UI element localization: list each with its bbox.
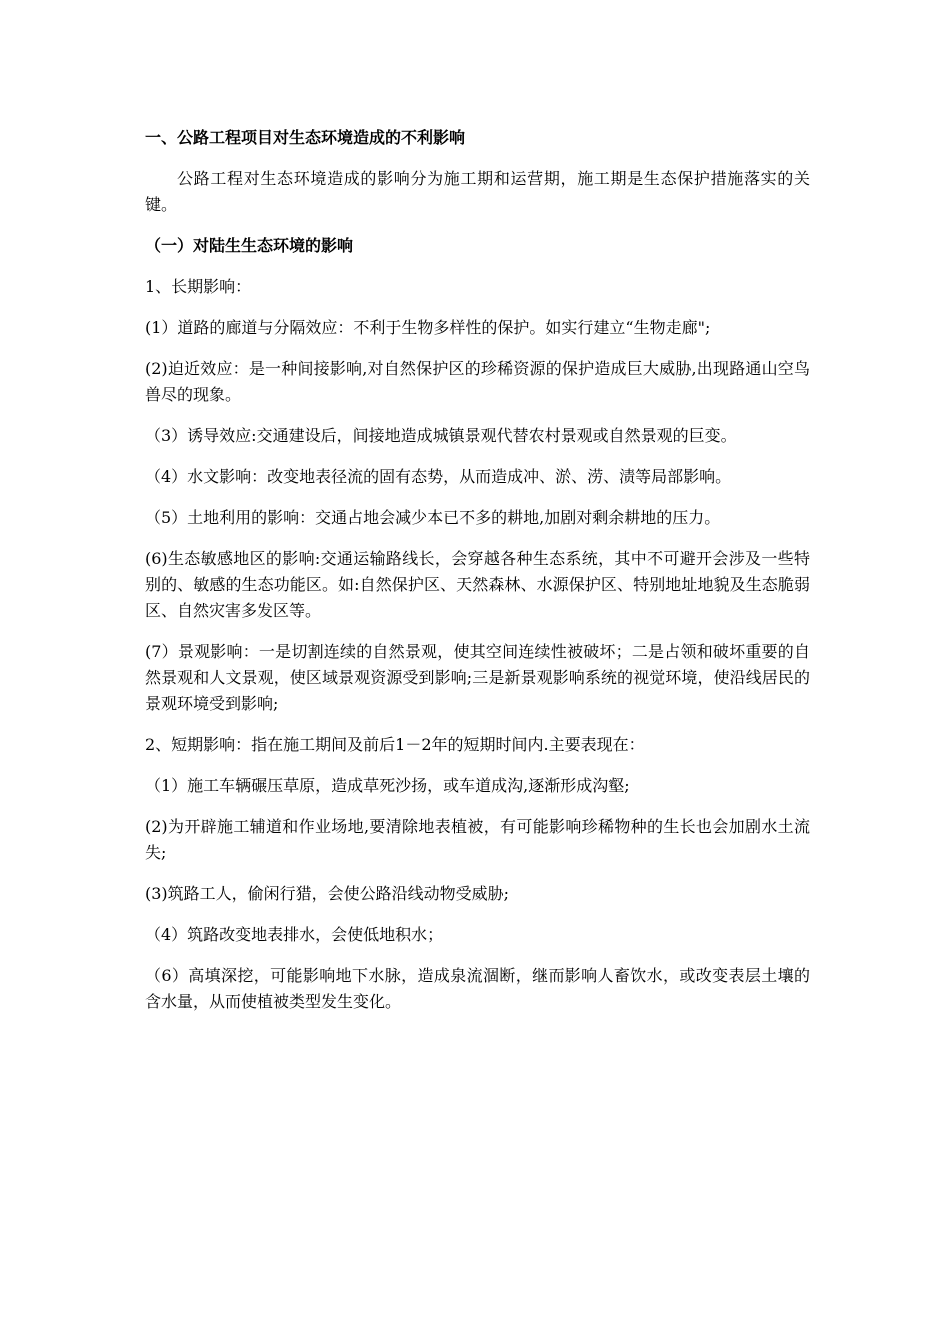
list-item: （1）施工车辆碾压草原，造成草死沙扬，或车道成沟,逐渐形成沟壑; [145, 776, 630, 795]
list-item: （6）高填深挖，可能影响地下水脉，造成泉流涸断，继而影响人畜饮水，或改变表层土壤的含水量，从而使植被类型发生变化。 [145, 966, 810, 1011]
list-item: (6)生态敏感地区的影响:交通运输路线长，会穿越各种生态系统，其中不可避开会涉及一些特别的、敏感的生态功能区。如:自然保护区、天然森林、水源保护区、特别地址地貌及生态脆弱区、自然灾害多发区等。 [145, 549, 810, 620]
list-item: (2)迫近效应：是一种间接影响,对自然保护区的珍稀资源的保护造成巨大威胁,出现路通山空鸟兽尽的现象。 [145, 359, 810, 404]
list-item: （4）筑路改变地表排水，会使低地积水； [145, 925, 444, 944]
list-item: (2)为开辟施工辅道和作业场地,要清除地表植被，有可能影响珍稀物种的生长也会加剧水土流失; [145, 817, 810, 862]
long-term-title: 1、长期影响： [145, 277, 252, 296]
list-item: （4）水文影响：改变地表径流的固有态势，从而造成冲、淤、涝、渍等局部影响。 [145, 467, 732, 486]
sub-heading: （一）对陆生生态环境的影响 [145, 236, 354, 255]
list-item: （5）土地利用的影响：交通占地会减少本已不多的耕地,加剧对剩余耕地的压力。 [145, 508, 721, 527]
list-item: （3）诱导效应:交通建设后，间接地造成城镇景观代替农村景观或自然景观的巨变。 [145, 426, 737, 445]
intro-paragraph: 公路工程对生态环境造成的影响分为施工期和运营期，施工期是生态保护措施落实的关键。 [145, 169, 810, 214]
list-item: (1）道路的廊道与分隔效应：不利于生物多样性的保护。如实行建立“生物走廊"; [145, 318, 711, 337]
main-heading: 一、公路工程项目对生态环境造成的不利影响 [145, 128, 466, 147]
list-item: (7）景观影响：一是切割连续的自然景观，使其空间连续性被破坏；二是占领和破坏重要的自然景观和人文景观，使区域景观资源受到影响;三是新景观影响系统的视觉环境，使沿线居民的景观环境受到影响; [145, 642, 810, 713]
document-body [145, 125, 810, 1030]
short-term-title: 2、短期影响：指在施工期间及前后1－2年的短期时间内.主要表现在： [145, 735, 645, 754]
list-item: (3)筑路工人，偷闲行猎，会使公路沿线动物受威胁; [145, 884, 510, 903]
